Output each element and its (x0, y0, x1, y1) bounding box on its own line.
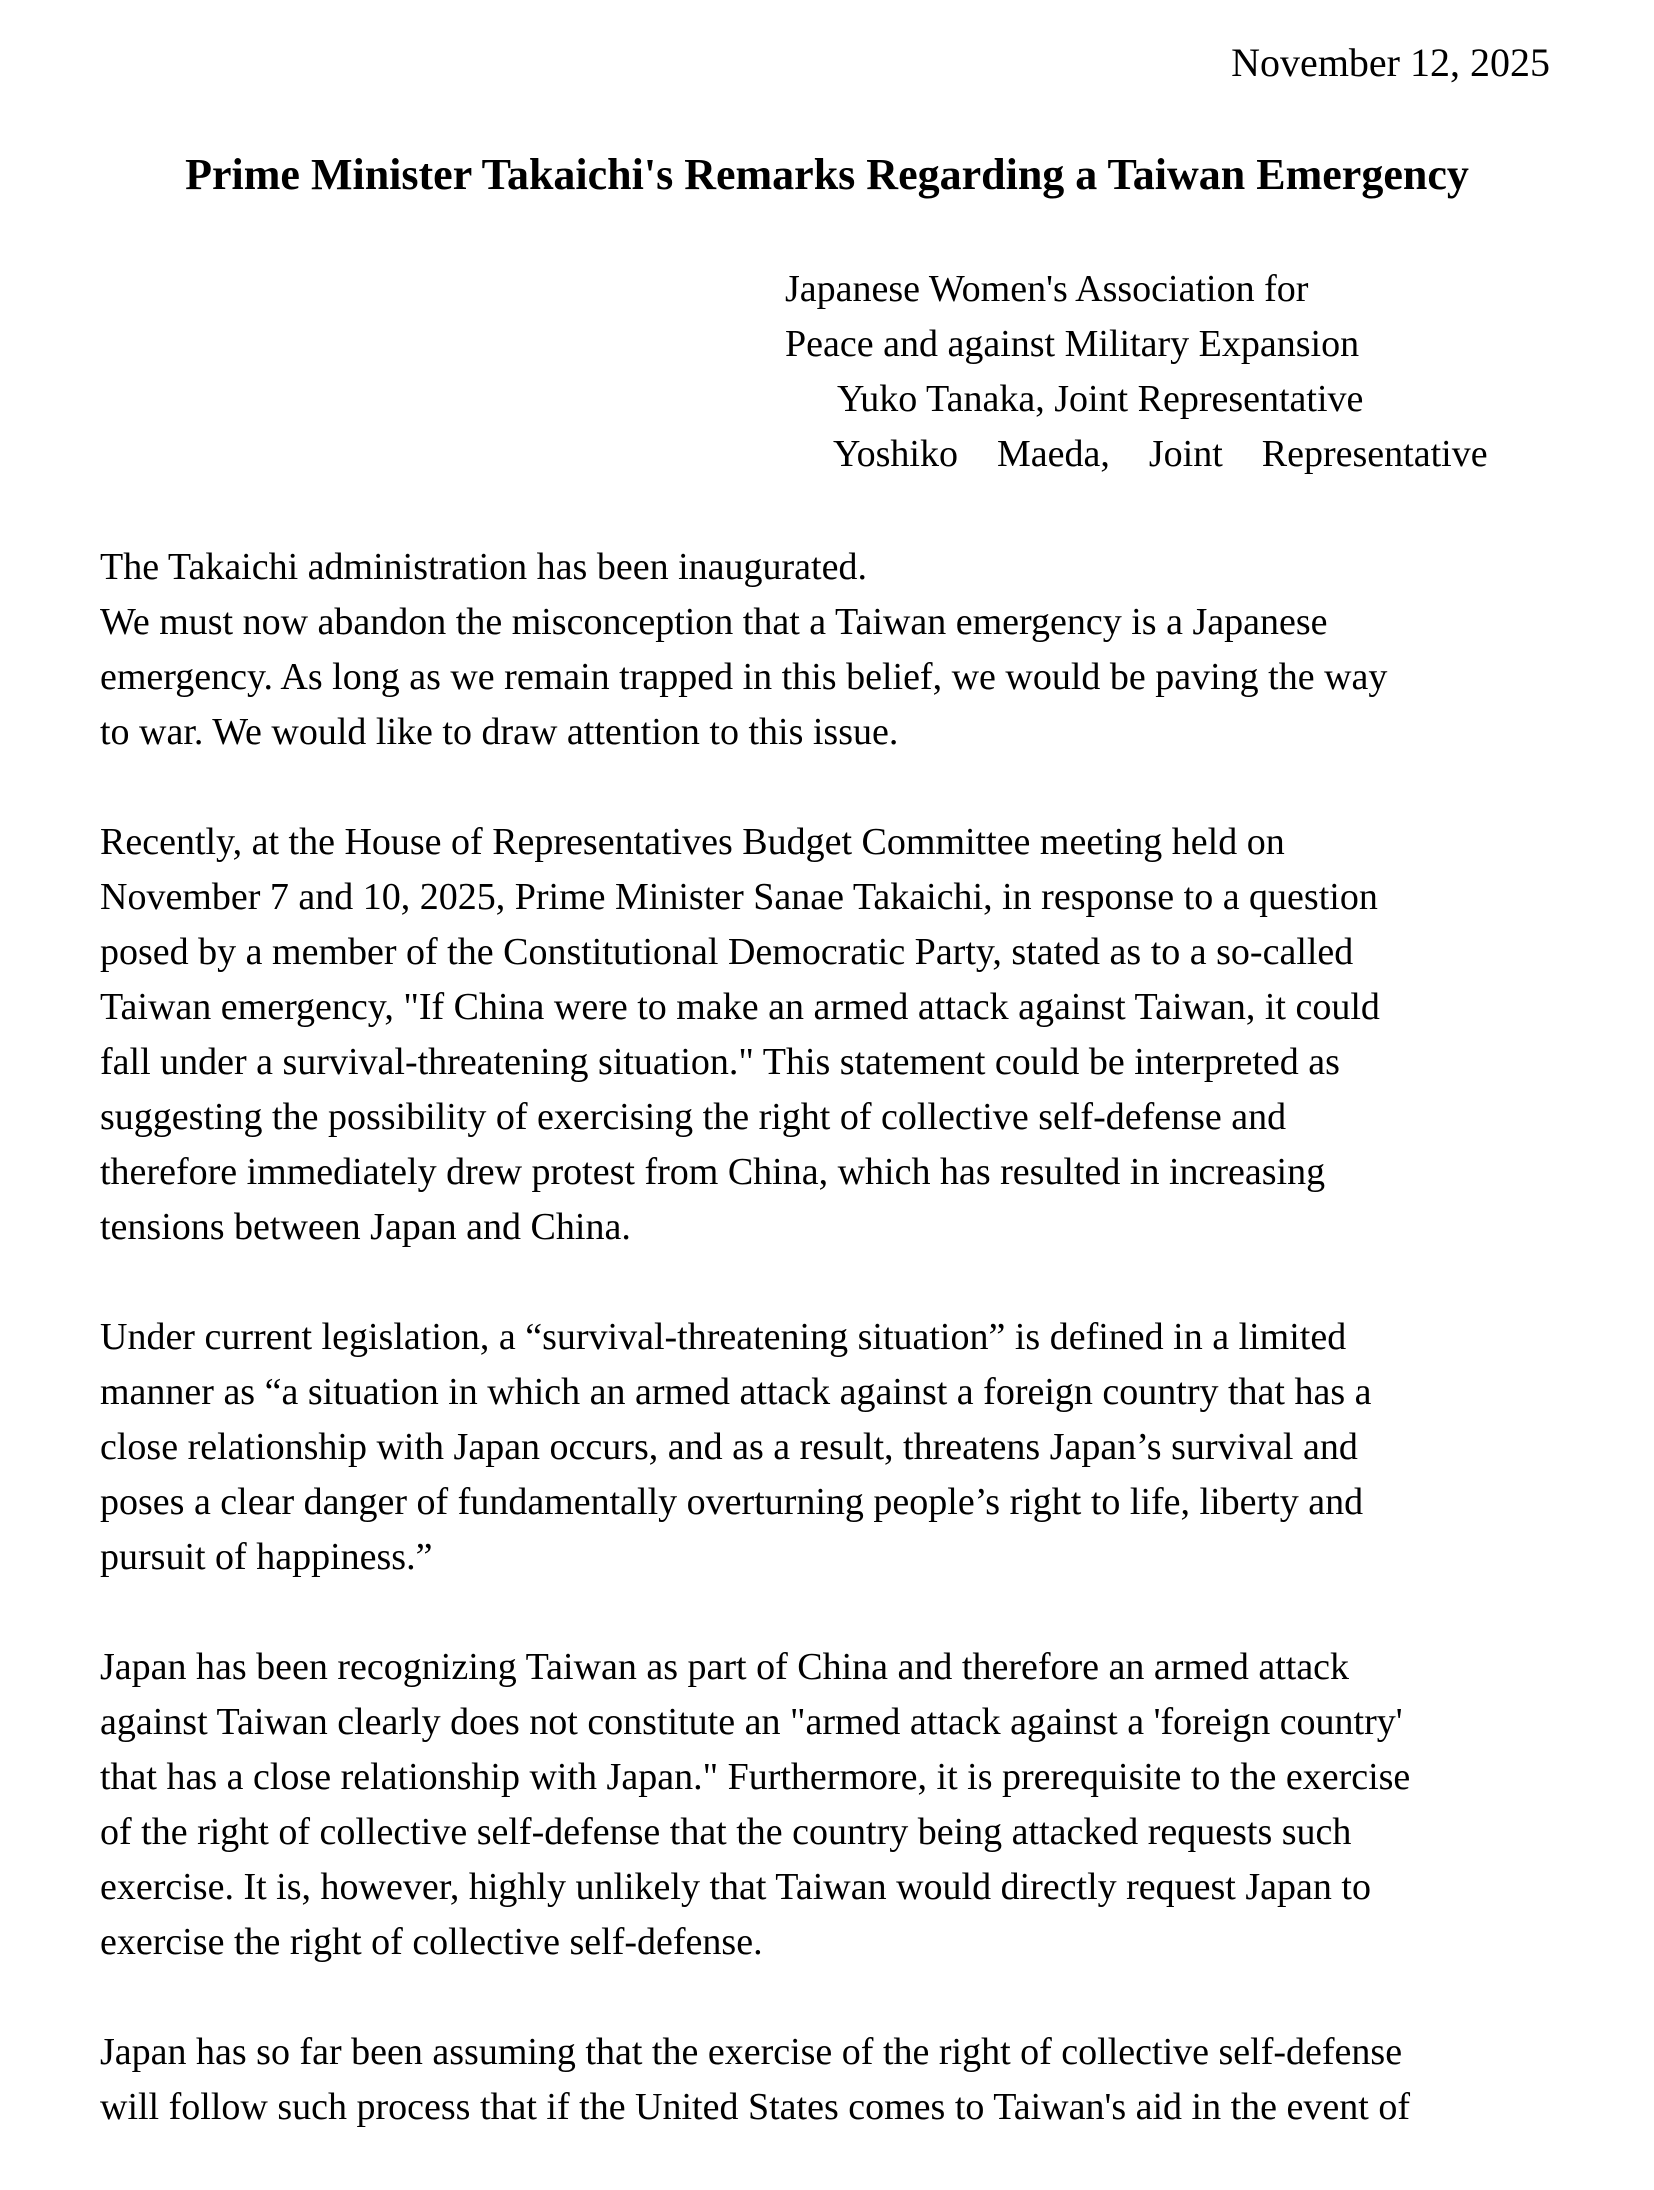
paragraph-line: tensions between Japan and China. (100, 1206, 631, 1248)
paragraph-line: exercise. It is, however, highly unlikely that Taiwan would directly request Japan to (100, 1866, 1371, 1908)
paragraph-line: emergency. As long as we remain trapped in this belief, we would be paving the way (100, 656, 1388, 698)
paragraph-line: Japan has been recognizing Taiwan as part of China and therefore an armed attack (100, 1646, 1350, 1688)
signature-org-line-2: Peace and against Military Expansion (785, 323, 1360, 365)
paragraph (100, 2025, 1570, 2135)
signature-block (785, 262, 1488, 482)
paragraph-line: that has a close relationship with Japan." Furthermore, it is prerequisite to the exercise (100, 1756, 1411, 1798)
paragraph-line: Under current legislation, a “survival-threatening situation” is defined in a limited (100, 1316, 1347, 1358)
document-body (100, 540, 1570, 2190)
paragraph-line: pursuit of happiness.” (100, 1536, 433, 1578)
paragraph-line: poses a clear danger of fundamentally overturning people’s right to life, liberty and (100, 1481, 1364, 1523)
paragraph-line: manner as “a situation in which an armed attack against a foreign country that has a (100, 1371, 1372, 1413)
paragraph-line: posed by a member of the Constitutional Democratic Party, stated as to a so-called (100, 931, 1354, 973)
paragraph-line: against Taiwan clearly does not constitute an "armed attack against a 'foreign country' (100, 1701, 1403, 1743)
paragraph-line: therefore immediately drew protest from China, which has resulted in increasing (100, 1151, 1326, 1193)
paragraph-line: suggesting the possibility of exercising the right of collective self-defense and (100, 1096, 1287, 1138)
signature-org-line-1: Japanese Women's Association for (785, 268, 1309, 310)
paragraph-line: to war. We would like to draw attention to this issue. (100, 711, 899, 753)
paragraph-line: exercise the right of collective self-defense. (100, 1921, 763, 1963)
document-date: November 12, 2025 (1231, 40, 1550, 85)
paragraph (100, 1640, 1570, 1970)
paragraph-line: Recently, at the House of Representatives Budget Committee meeting held on (100, 821, 1285, 863)
paragraph-line: close relationship with Japan occurs, and as a result, threatens Japan’s survival and (100, 1426, 1358, 1468)
paragraph-line: of the right of collective self-defense that the country being attacked requests such (100, 1811, 1352, 1853)
paragraph (100, 1310, 1570, 1585)
paragraph-line: Japan has so far been assuming that the exercise of the right of collective self-defense (100, 2031, 1403, 2073)
paragraph (100, 815, 1570, 1255)
paragraph (100, 540, 1570, 760)
paragraph-line: We must now abandon the misconception that a Taiwan emergency is a Japanese (100, 601, 1328, 643)
signature-representative-1: Yuko Tanaka, Joint Representative (837, 378, 1364, 420)
paragraph-line: will follow such process that if the United States comes to Taiwan's aid in the event of (100, 2086, 1410, 2128)
signature-representative-2: Yoshiko Maeda, Joint Representative (833, 433, 1488, 475)
paragraph-line: The Takaichi administration has been inaugurated. (100, 546, 867, 588)
paragraph-line: fall under a survival-threatening situation." This statement could be interpreted as (100, 1041, 1340, 1083)
paragraph-line: Taiwan emergency, "If China were to make an armed attack against Taiwan, it could (100, 986, 1380, 1028)
paragraph-line: November 7 and 10, 2025, Prime Minister Sanae Takaichi, in response to a question (100, 876, 1378, 918)
document-title: Prime Minister Takaichi's Remarks Regarding a Taiwan Emergency (185, 150, 1469, 199)
